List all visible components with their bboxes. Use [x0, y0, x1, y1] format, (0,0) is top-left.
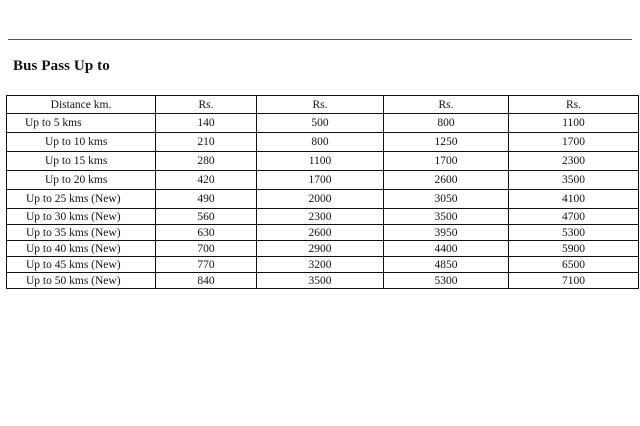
fare-cell: 3050: [384, 190, 509, 209]
table-row: [7, 133, 639, 152]
section-heading: Bus Pass Up to: [13, 58, 110, 74]
fare-cell: 420: [156, 171, 257, 190]
distance-cell: Up to 15 kms: [7, 152, 156, 171]
distance-cell: Up to 5 kms: [7, 114, 156, 133]
distance-cell: Up to 20 kms: [7, 171, 156, 190]
fare-cell: 2900: [257, 241, 384, 257]
fare-cell: 2600: [257, 225, 384, 241]
fare-cell: 3200: [257, 257, 384, 273]
fare-cell: 560: [156, 209, 257, 225]
distance-cell: Up to 30 kms (New): [7, 209, 156, 225]
distance-cell: Up to 40 kms (New): [7, 241, 156, 257]
fare-cell: 1700: [384, 152, 509, 171]
fare-cell: 4700: [509, 209, 639, 225]
table-row: [7, 241, 639, 257]
fare-cell: 3950: [384, 225, 509, 241]
table-row: [7, 190, 639, 209]
distance-cell: Up to 35 kms (New): [7, 225, 156, 241]
fare-cell: 3500: [509, 171, 639, 190]
table-row: [7, 273, 639, 289]
fare-cell: 3500: [257, 273, 384, 289]
fare-cell: 1700: [509, 133, 639, 152]
bus-pass-fare-table: [6, 95, 639, 289]
fare-cell: 2300: [257, 209, 384, 225]
table-row: [7, 152, 639, 171]
fare-cell: 2300: [509, 152, 639, 171]
header-rs-1: Rs.: [156, 96, 257, 114]
distance-cell: Up to 10 kms: [7, 133, 156, 152]
fare-cell: 1100: [509, 114, 639, 133]
fare-cell: 800: [257, 133, 384, 152]
fare-cell: 140: [156, 114, 257, 133]
fare-cell: 840: [156, 273, 257, 289]
table-row: [7, 257, 639, 273]
fare-cell: 5900: [509, 241, 639, 257]
distance-cell: Up to 50 kms (New): [7, 273, 156, 289]
top-divider: [8, 39, 632, 40]
fare-cell: 800: [384, 114, 509, 133]
fare-cell: 630: [156, 225, 257, 241]
fare-cell: 2600: [384, 171, 509, 190]
header-rs-3: Rs.: [384, 96, 509, 114]
fare-cell: 500: [257, 114, 384, 133]
header-rs-4: Rs.: [509, 96, 639, 114]
fare-cell: 1100: [257, 152, 384, 171]
header-distance: Distance km.: [7, 96, 156, 114]
table-header-row: [7, 96, 639, 114]
distance-cell: Up to 25 kms (New): [7, 190, 156, 209]
fare-cell: 210: [156, 133, 257, 152]
table-row: [7, 225, 639, 241]
fare-cell: 5300: [384, 273, 509, 289]
fare-cell: 770: [156, 257, 257, 273]
fare-cell: 4100: [509, 190, 639, 209]
fare-cell: 2000: [257, 190, 384, 209]
fare-cell: 3500: [384, 209, 509, 225]
table-row: [7, 114, 639, 133]
distance-cell: Up to 45 kms (New): [7, 257, 156, 273]
fare-cell: 490: [156, 190, 257, 209]
fare-cell: 1700: [257, 171, 384, 190]
fare-cell: 6500: [509, 257, 639, 273]
table-row: [7, 171, 639, 190]
fare-cell: 280: [156, 152, 257, 171]
header-rs-2: Rs.: [257, 96, 384, 114]
fare-cell: 4850: [384, 257, 509, 273]
fare-cell: 4400: [384, 241, 509, 257]
fare-cell: 5300: [509, 225, 639, 241]
table-row: [7, 209, 639, 225]
fare-cell: 700: [156, 241, 257, 257]
fare-cell: 7100: [509, 273, 639, 289]
fare-cell: 1250: [384, 133, 509, 152]
